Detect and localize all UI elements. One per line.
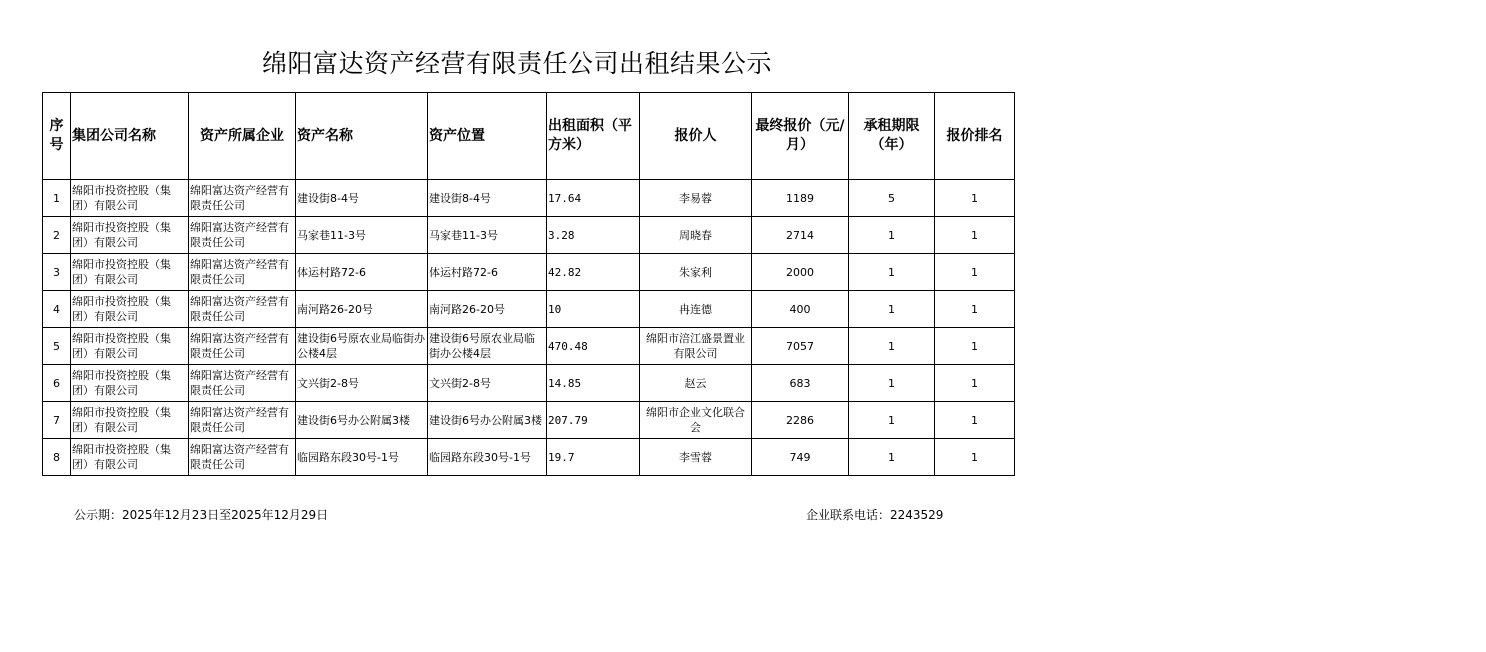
header-group-company: 集团公司名称: [71, 93, 189, 180]
table-row: [43, 180, 1015, 217]
cell-bid-rank: 1: [935, 328, 1015, 365]
cell-final-bid: 2000: [752, 254, 849, 291]
cell-lease-term: 1: [849, 402, 935, 439]
cell-asset-name: 南河路26-20号: [296, 291, 428, 328]
cell-asset-owner: 绵阳富达资产经营有限责任公司: [189, 254, 296, 291]
cell-rental-area: 14.85: [547, 365, 640, 402]
cell-bidder: 赵云: [640, 365, 752, 402]
cell-asset-owner: 绵阳富达资产经营有限责任公司: [189, 328, 296, 365]
cell-rental-area: 42.82: [547, 254, 640, 291]
cell-asset-owner: 绵阳富达资产经营有限责任公司: [189, 402, 296, 439]
cell-final-bid: 749: [752, 439, 849, 476]
cell-bidder: 周晓春: [640, 217, 752, 254]
cell-bid-rank: 1: [935, 291, 1015, 328]
cell-lease-term: 1: [849, 254, 935, 291]
cell-seq: 5: [43, 328, 71, 365]
header-asset-location: 资产位置: [428, 93, 547, 180]
cell-asset-owner: 绵阳富达资产经营有限责任公司: [189, 180, 296, 217]
header-final-bid: 最终报价（元/月）: [752, 93, 849, 180]
cell-bid-rank: 1: [935, 217, 1015, 254]
cell-seq: 3: [43, 254, 71, 291]
cell-asset-name: 临园路东段30号-1号: [296, 439, 428, 476]
cell-final-bid: 7057: [752, 328, 849, 365]
cell-asset-name: 建设街8-4号: [296, 180, 428, 217]
cell-bidder: 冉连德: [640, 291, 752, 328]
cell-asset-location: 建设街6号办公附属3楼: [428, 402, 547, 439]
cell-final-bid: 683: [752, 365, 849, 402]
header-seq: 序号: [43, 93, 71, 180]
cell-seq: 8: [43, 439, 71, 476]
cell-asset-location: 马家巷11-3号: [428, 217, 547, 254]
cell-asset-owner: 绵阳富达资产经营有限责任公司: [189, 217, 296, 254]
header-bid-rank: 报价排名: [935, 93, 1015, 180]
cell-group-company: 绵阳市投资控股（集团）有限公司: [71, 402, 189, 439]
cell-asset-name: 体运村路72-6: [296, 254, 428, 291]
cell-asset-location: 建设街8-4号: [428, 180, 547, 217]
cell-lease-term: 1: [849, 217, 935, 254]
table-row: [43, 254, 1015, 291]
cell-seq: 7: [43, 402, 71, 439]
cell-final-bid: 2286: [752, 402, 849, 439]
header-asset-name: 资产名称: [296, 93, 428, 180]
cell-asset-owner: 绵阳富达资产经营有限责任公司: [189, 439, 296, 476]
contact-phone: 企业联系电话：2243529: [806, 508, 944, 522]
cell-group-company: 绵阳市投资控股（集团）有限公司: [71, 365, 189, 402]
cell-asset-location: 临园路东段30号-1号: [428, 439, 547, 476]
cell-rental-area: 3.28: [547, 217, 640, 254]
cell-rental-area: 470.48: [547, 328, 640, 365]
cell-bidder: 绵阳市涪江盛景置业有限公司: [640, 328, 752, 365]
cell-asset-name: 建设街6号办公附属3楼: [296, 402, 428, 439]
cell-asset-location: 文兴街2-8号: [428, 365, 547, 402]
cell-rental-area: 19.7: [547, 439, 640, 476]
cell-asset-owner: 绵阳富达资产经营有限责任公司: [189, 365, 296, 402]
header-bidder: 报价人: [640, 93, 752, 180]
cell-asset-location: 南河路26-20号: [428, 291, 547, 328]
cell-bidder: 绵阳市企业文化联合会: [640, 402, 752, 439]
cell-asset-name: 马家巷11-3号: [296, 217, 428, 254]
cell-group-company: 绵阳市投资控股（集团）有限公司: [71, 180, 189, 217]
cell-group-company: 绵阳市投资控股（集团）有限公司: [71, 328, 189, 365]
cell-lease-term: 5: [849, 180, 935, 217]
cell-lease-term: 1: [849, 328, 935, 365]
cell-asset-owner: 绵阳富达资产经营有限责任公司: [189, 291, 296, 328]
cell-bid-rank: 1: [935, 180, 1015, 217]
table-row: [43, 328, 1015, 365]
cell-asset-name: 文兴街2-8号: [296, 365, 428, 402]
cell-group-company: 绵阳市投资控股（集团）有限公司: [71, 291, 189, 328]
cell-rental-area: 17.64: [547, 180, 640, 217]
cell-final-bid: 400: [752, 291, 849, 328]
table-row: [43, 402, 1015, 439]
header-lease-term: 承租期限（年）: [849, 93, 935, 180]
cell-seq: 2: [43, 217, 71, 254]
cell-bidder: 李易蓉: [640, 180, 752, 217]
cell-seq: 4: [43, 291, 71, 328]
table-header-row: [43, 93, 1015, 180]
header-rental-area: 出租面积（平方米）: [547, 93, 640, 180]
cell-rental-area: 207.79: [547, 402, 640, 439]
cell-bidder: 朱家利: [640, 254, 752, 291]
table-row: [43, 291, 1015, 328]
header-asset-owner: 资产所属企业: [189, 93, 296, 180]
table-row: [43, 217, 1015, 254]
publicity-period: 公示期：2025年12月23日至2025年12月29日: [74, 508, 329, 522]
cell-seq: 1: [43, 180, 71, 217]
cell-bid-rank: 1: [935, 254, 1015, 291]
cell-final-bid: 1189: [752, 180, 849, 217]
cell-lease-term: 1: [849, 365, 935, 402]
cell-asset-name: 建设街6号原农业局临街办公楼4层: [296, 328, 428, 365]
cell-group-company: 绵阳市投资控股（集团）有限公司: [71, 217, 189, 254]
table-row: [43, 439, 1015, 476]
cell-group-company: 绵阳市投资控股（集团）有限公司: [71, 254, 189, 291]
cell-bid-rank: 1: [935, 365, 1015, 402]
table-row: [43, 365, 1015, 402]
cell-seq: 6: [43, 365, 71, 402]
cell-lease-term: 1: [849, 439, 935, 476]
cell-group-company: 绵阳市投资控股（集团）有限公司: [71, 439, 189, 476]
cell-bid-rank: 1: [935, 402, 1015, 439]
cell-lease-term: 1: [849, 291, 935, 328]
cell-bidder: 李雪蓉: [640, 439, 752, 476]
cell-final-bid: 2714: [752, 217, 849, 254]
cell-asset-location: 建设街6号原农业局临街办公楼4层: [428, 328, 547, 365]
rental-results-table: [42, 92, 1015, 476]
cell-rental-area: 10: [547, 291, 640, 328]
cell-asset-location: 体运村路72-6: [428, 254, 547, 291]
page-title: 绵阳富达资产经营有限责任公司出租结果公示: [262, 49, 773, 78]
cell-bid-rank: 1: [935, 439, 1015, 476]
